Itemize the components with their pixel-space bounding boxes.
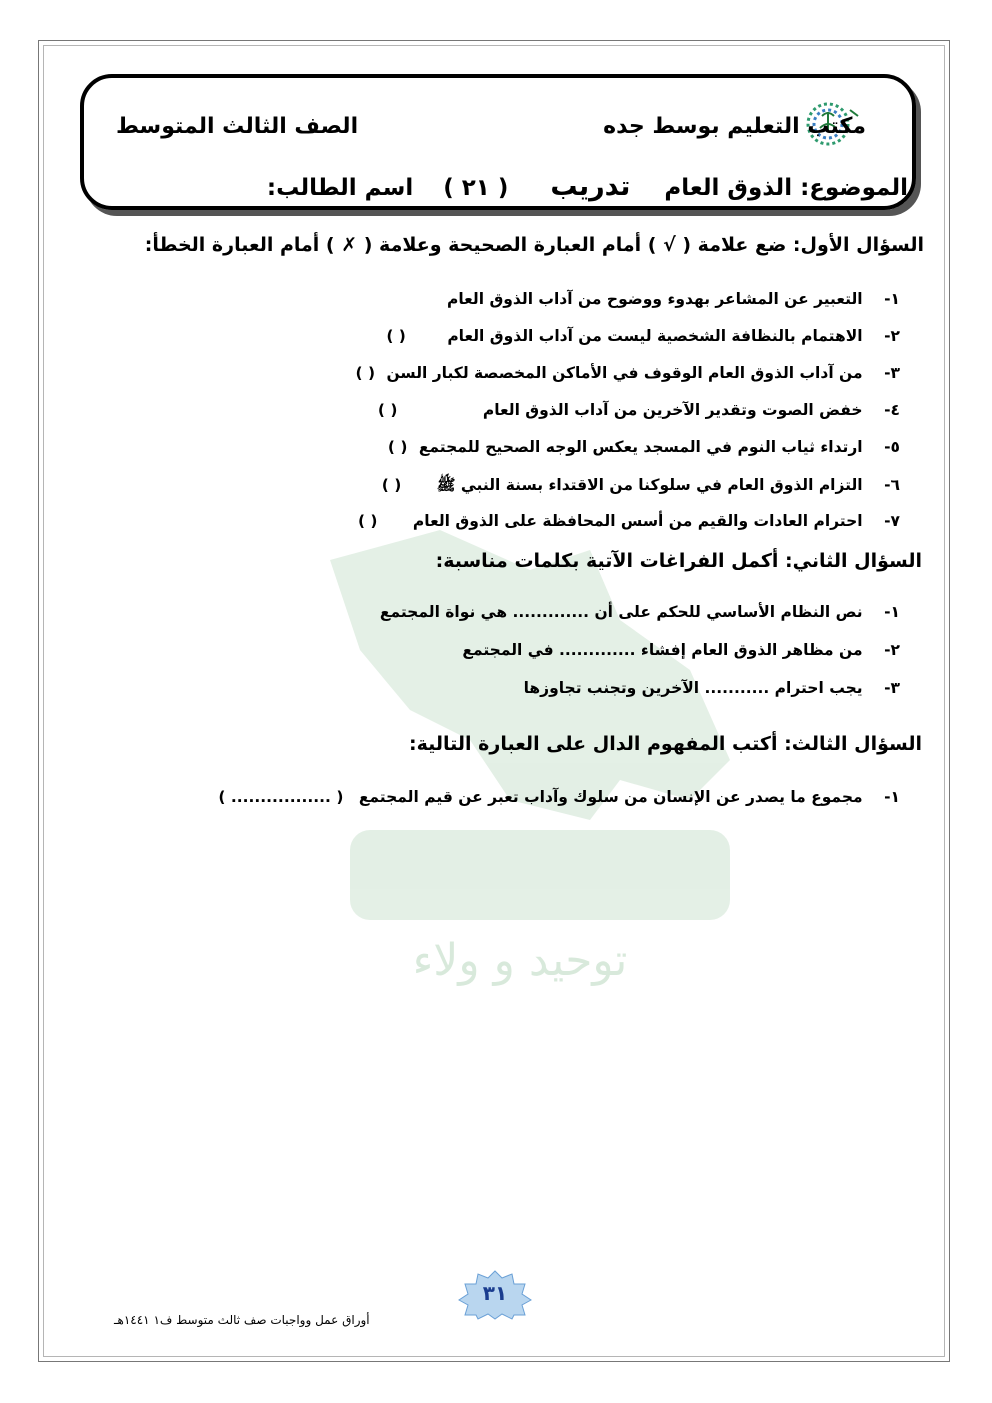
grade-label: الصف الثالث المتوسط <box>116 114 359 139</box>
page-number: ٣١ <box>482 1281 508 1305</box>
item-text: احترام العادات والقيم من أسس المحافظة على الذوق العام <box>412 512 863 530</box>
item-number: ٧- <box>884 512 900 530</box>
q1-item <box>386 327 900 345</box>
footer-text: أوراق عمل وواجبات صف ثالث متوسط ف١ ١٤٤١هـ <box>114 1313 370 1327</box>
education-office: مكتب التعليم بوسط جده <box>603 114 866 139</box>
item-text: من آداب الذوق العام الوقوف في الأماكن المخصصة لكبار السن <box>386 364 863 382</box>
q1-item <box>447 290 900 308</box>
item-number: ١- <box>884 290 900 308</box>
item-text[interactable]: من مظاهر الذوق العام إفشاء ............. في المجتمع <box>462 641 863 659</box>
q1-item <box>382 475 900 498</box>
item-number: ٢- <box>884 641 900 659</box>
item-text: مجموع ما يصدر عن الإنسان من سلوك وآداب تعبر عن قيم المجتمع <box>358 788 863 806</box>
watermark-text: توحيد و ولاء <box>412 935 628 986</box>
q1-item <box>378 401 900 419</box>
q2-item <box>380 603 900 621</box>
q2-item <box>524 679 900 697</box>
question-2-heading: السؤال الثاني: أكمل الفراغات الآتية بكلمات مناسبة: <box>435 550 922 572</box>
item-number: ١- <box>884 788 900 806</box>
answer-box[interactable]: ( ) <box>386 327 406 345</box>
question-1-heading: السؤال الأول: ضع علامة ( √ ) أمام العبارة الصحيحة وعلامة ( ✗ ) أمام العبارة الخطأ: <box>144 234 924 256</box>
answer-box[interactable]: ( ) <box>357 512 378 530</box>
answer-box[interactable]: ( ) <box>387 438 408 456</box>
item-text: خفض الصوت وتقدير الآخرين من آداب الذوق العام <box>482 401 863 419</box>
q1-item <box>356 364 901 382</box>
item-number: ٢- <box>884 327 900 345</box>
item-text: ارتداء ثياب النوم في المسجد يعكس الوجه الصحيح للمجتمع <box>418 438 863 456</box>
header-subject-row <box>267 171 908 202</box>
subject-label: الموضوع: الذوق العام <box>664 175 908 201</box>
item-number: ٦- <box>884 476 900 494</box>
training-label: تدريب <box>550 171 631 202</box>
training-number: ( ٢١ ) <box>443 175 509 201</box>
student-name-label: اسم الطالب: <box>266 175 414 201</box>
question-3-heading: السؤال الثالث: أكتب المفهوم الدال على العبارة التالية: <box>409 733 922 755</box>
item-number: ٣- <box>884 364 900 382</box>
q1-item <box>358 512 900 530</box>
q2-item <box>462 641 900 659</box>
item-text[interactable]: يجب احترام ........... الآخرين وتجنب تجاوزها <box>523 679 863 697</box>
item-number: ١- <box>884 603 900 621</box>
answer-box[interactable]: ( ) <box>381 476 402 494</box>
item-text: التعبير عن المشاعر بهدوء ووضوح من آداب الذوق العام <box>446 290 863 308</box>
item-text: التزام الذوق العام في سلوكنا من الاقتداء بسنة النبي ﷺ <box>436 476 863 494</box>
answer-box[interactable]: ( ................. ) <box>218 788 344 806</box>
item-number: ٤- <box>884 401 900 419</box>
item-text: الاهتمام بالنظافة الشخصية ليست من آداب الذوق العام <box>447 327 863 345</box>
q3-item <box>218 788 900 806</box>
item-number: ٥- <box>884 438 900 456</box>
item-number: ٣- <box>884 679 900 697</box>
q1-item <box>388 438 900 456</box>
item-text[interactable]: نص النظام الأساسي للحكم على أن ............. هي نواة المجتمع <box>379 603 863 621</box>
answer-box[interactable]: ( ) <box>355 364 376 382</box>
answer-box[interactable]: ( ) <box>377 401 398 419</box>
